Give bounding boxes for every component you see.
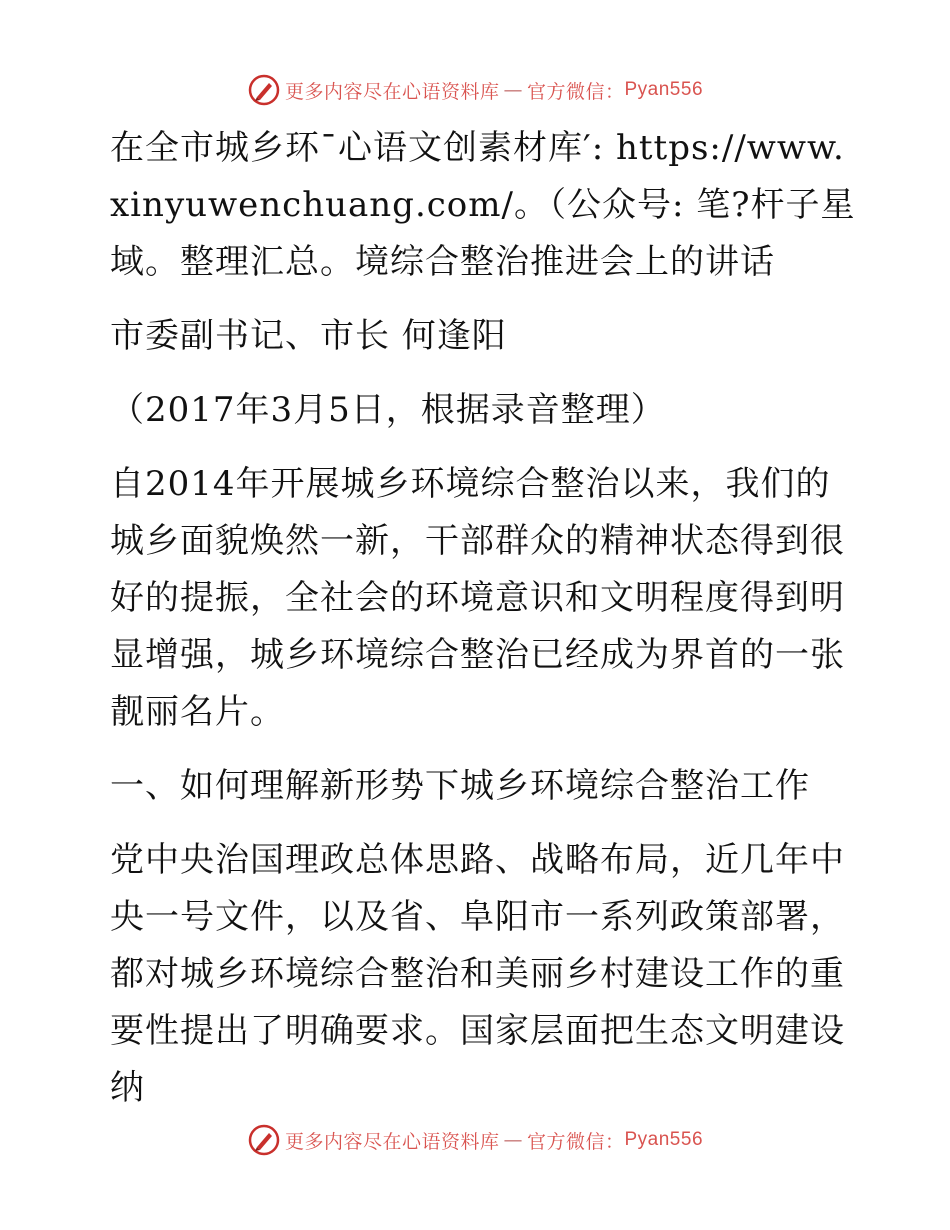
body-paragraph-2: 党中央治国理政总体思路、战略布局，近几年中央一号文件，以及省、阜阳市一系列政策部署，都对城乡环境综合整治和美丽乡村建设工作的重要性提出了明确要求。国家层面把生态文明建设纳 [110,840,845,1108]
intro-paragraph: 在全市城乡环¯心语文创素材库′: https://www.xinyuwenchuang.com/。（公众号: 笔?杆子星域。整理汇总。境综合整治推进会上的讲话 [110,128,856,282]
watermark-text: 更多内容尽在心语资料库 [284,1130,500,1153]
watermark-separator: — [503,1129,523,1151]
watermark-separator: — [503,79,523,101]
pen-logo-icon [247,73,281,107]
watermark-text: 更多内容尽在心语资料库 [284,80,500,103]
speaker-line: 市委副书记、市长 何逢阳 [110,316,507,356]
section-heading-1: 一、如何理解新形势下城乡环境综合整治工作 [110,766,810,806]
date-note: （2017年3月5日，根据录音整理） [110,390,666,430]
watermark-official: 官方微信： [526,80,625,103]
footer-watermark [0,1120,950,1160]
header-watermark [0,70,950,110]
watermark-account: Pyan556 [624,1129,704,1150]
document-body [98,120,858,1134]
watermark-account: Pyan556 [624,79,704,100]
pen-logo-icon [247,1123,281,1157]
body-paragraph-1: 自2014年开展城乡环境综合整治以来，我们的城乡面貌焕然一新，干部群众的精神状态得到很好的提振，全社会的环境意识和文明程度得到明显增强，城乡环境综合整治已经成为界首的一张靓丽名片。 [110,464,845,732]
watermark-official: 官方微信： [526,1130,625,1153]
